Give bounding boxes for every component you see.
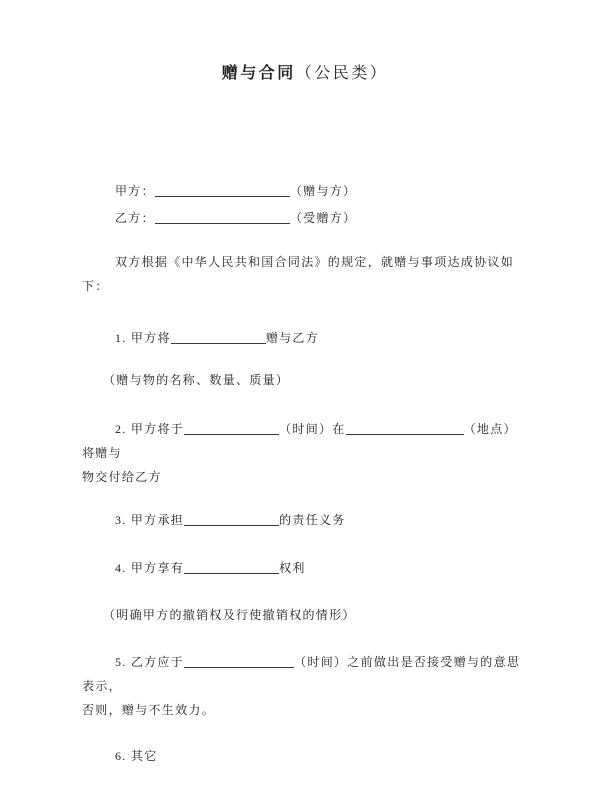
clause-2-text-pre: 2. 甲方将于 xyxy=(115,422,185,436)
blank-field xyxy=(184,655,294,668)
party-row-yifang xyxy=(82,205,528,232)
clause-5-text-post: （时间）之前做出是否接受赠与的意思表示， xyxy=(82,655,521,693)
blank-field xyxy=(184,561,279,574)
blank-field xyxy=(184,513,279,526)
clause-5-text-line2: 否则，赠与不生效力。 xyxy=(82,703,216,717)
clause-3-text-pre: 3. 甲方承担 xyxy=(115,513,185,527)
clause-2-text-mid2: （地点）将赠与 xyxy=(82,422,517,460)
blank-field xyxy=(171,331,266,344)
blank-field xyxy=(346,422,464,435)
party-label: 甲方： xyxy=(115,184,155,198)
title-main: 赠与合同 xyxy=(221,65,296,82)
blank-field xyxy=(155,184,290,197)
party-row-jiafang xyxy=(82,178,528,205)
clause-1-text-post: 赠与乙方 xyxy=(265,331,320,345)
note-revocation-right: （明确甲方的撤销权及行使撤销权的情形） xyxy=(103,608,356,622)
clause-2-text-line2: 物交付给乙方 xyxy=(82,470,162,484)
clause-1-text-pre: 1. 甲方将 xyxy=(115,331,171,345)
clause-1 xyxy=(82,326,528,350)
clause-4-text-pre: 4. 甲方享有 xyxy=(115,561,185,575)
document-title xyxy=(82,62,528,86)
clause-3-text-post: 的责任义务 xyxy=(279,513,346,527)
clause-5-text-pre: 5. 乙方应于 xyxy=(115,655,185,669)
note-gift-details: （赠与物的名称、数量、质量） xyxy=(103,373,290,387)
intro-paragraph: 双方根据《中华人民共和国合同法》的规定，就赠与事项达成协议如下： xyxy=(82,255,515,293)
clause-2-text-mid1: （时间）在 xyxy=(279,422,346,436)
clause-4 xyxy=(82,556,528,580)
clause-6: 6. 其它 xyxy=(115,749,158,763)
blank-field xyxy=(155,211,290,224)
clause-5 xyxy=(82,650,528,722)
parties-section xyxy=(82,178,528,232)
party-role: （受赠方） xyxy=(289,211,357,225)
party-role: （赠与方） xyxy=(289,184,357,198)
clause-2 xyxy=(82,417,528,489)
blank-field xyxy=(184,422,279,435)
clause-4-text-post: 权利 xyxy=(279,561,306,575)
party-label: 乙方： xyxy=(115,211,155,225)
clause-3 xyxy=(82,508,528,532)
title-sub: （公民类） xyxy=(295,65,389,82)
